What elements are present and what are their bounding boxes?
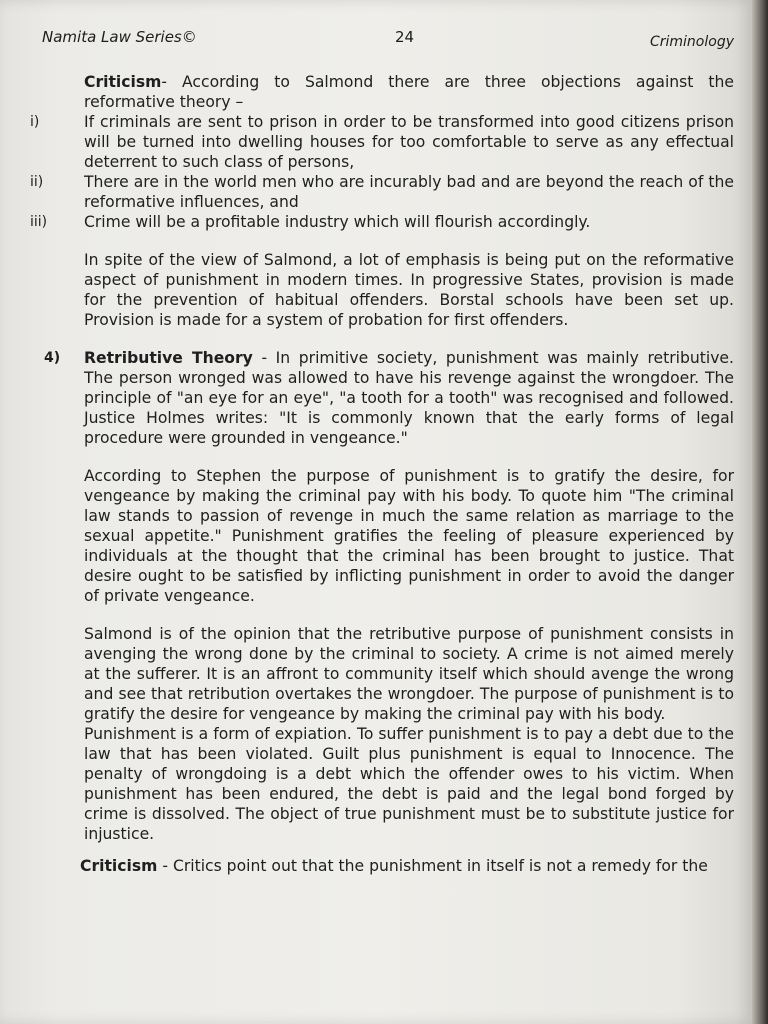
criticism-lead: Criticism	[80, 857, 158, 875]
objections-list	[30, 112, 734, 232]
paragraph-salmond-view: In spite of the view of Salmond, a lot of emphasis is being put on the reformative aspect of punishment in modern times. In progressive States, provision is made for the prevention of habitual offenders. Borstal schools have been set up. Provision is made for a system of probation for first offenders.	[84, 251, 734, 329]
page-edge	[752, 0, 768, 1024]
list-item	[30, 212, 734, 232]
list-item	[30, 172, 734, 212]
subject-title: Criminology	[649, 34, 734, 50]
list-number: ii)	[30, 174, 44, 190]
list-text: If criminals are sent to prison in order to be transformed into good citizens prison will be turned into dwelling houses for too comfortable to serve as any effectual deterrent to such class of persons,	[84, 113, 734, 171]
criticism-text: - Critics point out that the punishment in itself is not a remedy for the	[157, 857, 708, 875]
criticism-lead: Criticism	[84, 73, 162, 91]
list-number: i)	[30, 114, 40, 130]
list-number: iii)	[30, 214, 48, 230]
paragraph-stephen: According to Stephen the purpose of punishment is to gratify the desire, for vengeance by making the criminal pay with his body. To quote him "The criminal law stands to passion of revenge in much the same relation as marriage to the sexual appetite." Punishment gratifies the feeling of pleasure experienced by individuals at the thought that the criminal has been brought to justice. That desire ought to be satisfied by inflicting punishment in order to avoid the danger of private vengeance.	[84, 467, 734, 605]
paragraph-expiation: Punishment is a form of expiation. To suffer punishment is to pay a debt due to the law that has been violated. Guilt plus punishment is equal to Innocence. The penalty of wrongdoing is a debt which the offender owes to his victim. When punishment has been endured, the debt is paid and the legal bond forged by crime is dissolved. The object of true punishment must be to substitute justice for injustice.	[84, 725, 734, 843]
page-number: 24	[395, 28, 415, 46]
list-item	[30, 112, 734, 172]
criticism-reformative	[84, 72, 734, 112]
criticism-retributive	[80, 856, 734, 876]
section-text: - In primitive society, punishment was mainly retributive. The person wronged was allowed to have his revenge against the wrongdoer. The principle of "an eye for an eye", "a tooth for a tooth" was recognised and followed. Justice Holmes writes: "It is commonly known that the early forms of legal procedure were grounded in vengeance."	[84, 349, 734, 447]
paragraph-salmond-opinion: Salmond is of the opinion that the retributive purpose of punishment consists in avenging the wrong done by the criminal to society. A crime is not aimed merely at the sufferer. It is an affront to community itself which should avenge the wrong and see that retribution overtakes the wrongdoer. The purpose of punishment is to gratify the desire for vengeance by making the criminal pay with his body.	[84, 625, 734, 723]
list-text: There are in the world men who are incurably bad and are beyond the reach of the reformative influences, and	[84, 173, 734, 211]
series-title: Namita Law Series©	[42, 28, 197, 46]
criticism-text: - According to Salmond there are three objections against the reformative theory –	[84, 73, 734, 111]
section-number: 4)	[44, 350, 61, 366]
retributive-theory-section	[30, 348, 734, 448]
section-heading: Retributive Theory	[84, 349, 253, 367]
page-content	[30, 72, 734, 876]
list-text: Crime will be a profitable industry which will flourish accordingly.	[84, 213, 591, 231]
page-header	[42, 26, 734, 52]
